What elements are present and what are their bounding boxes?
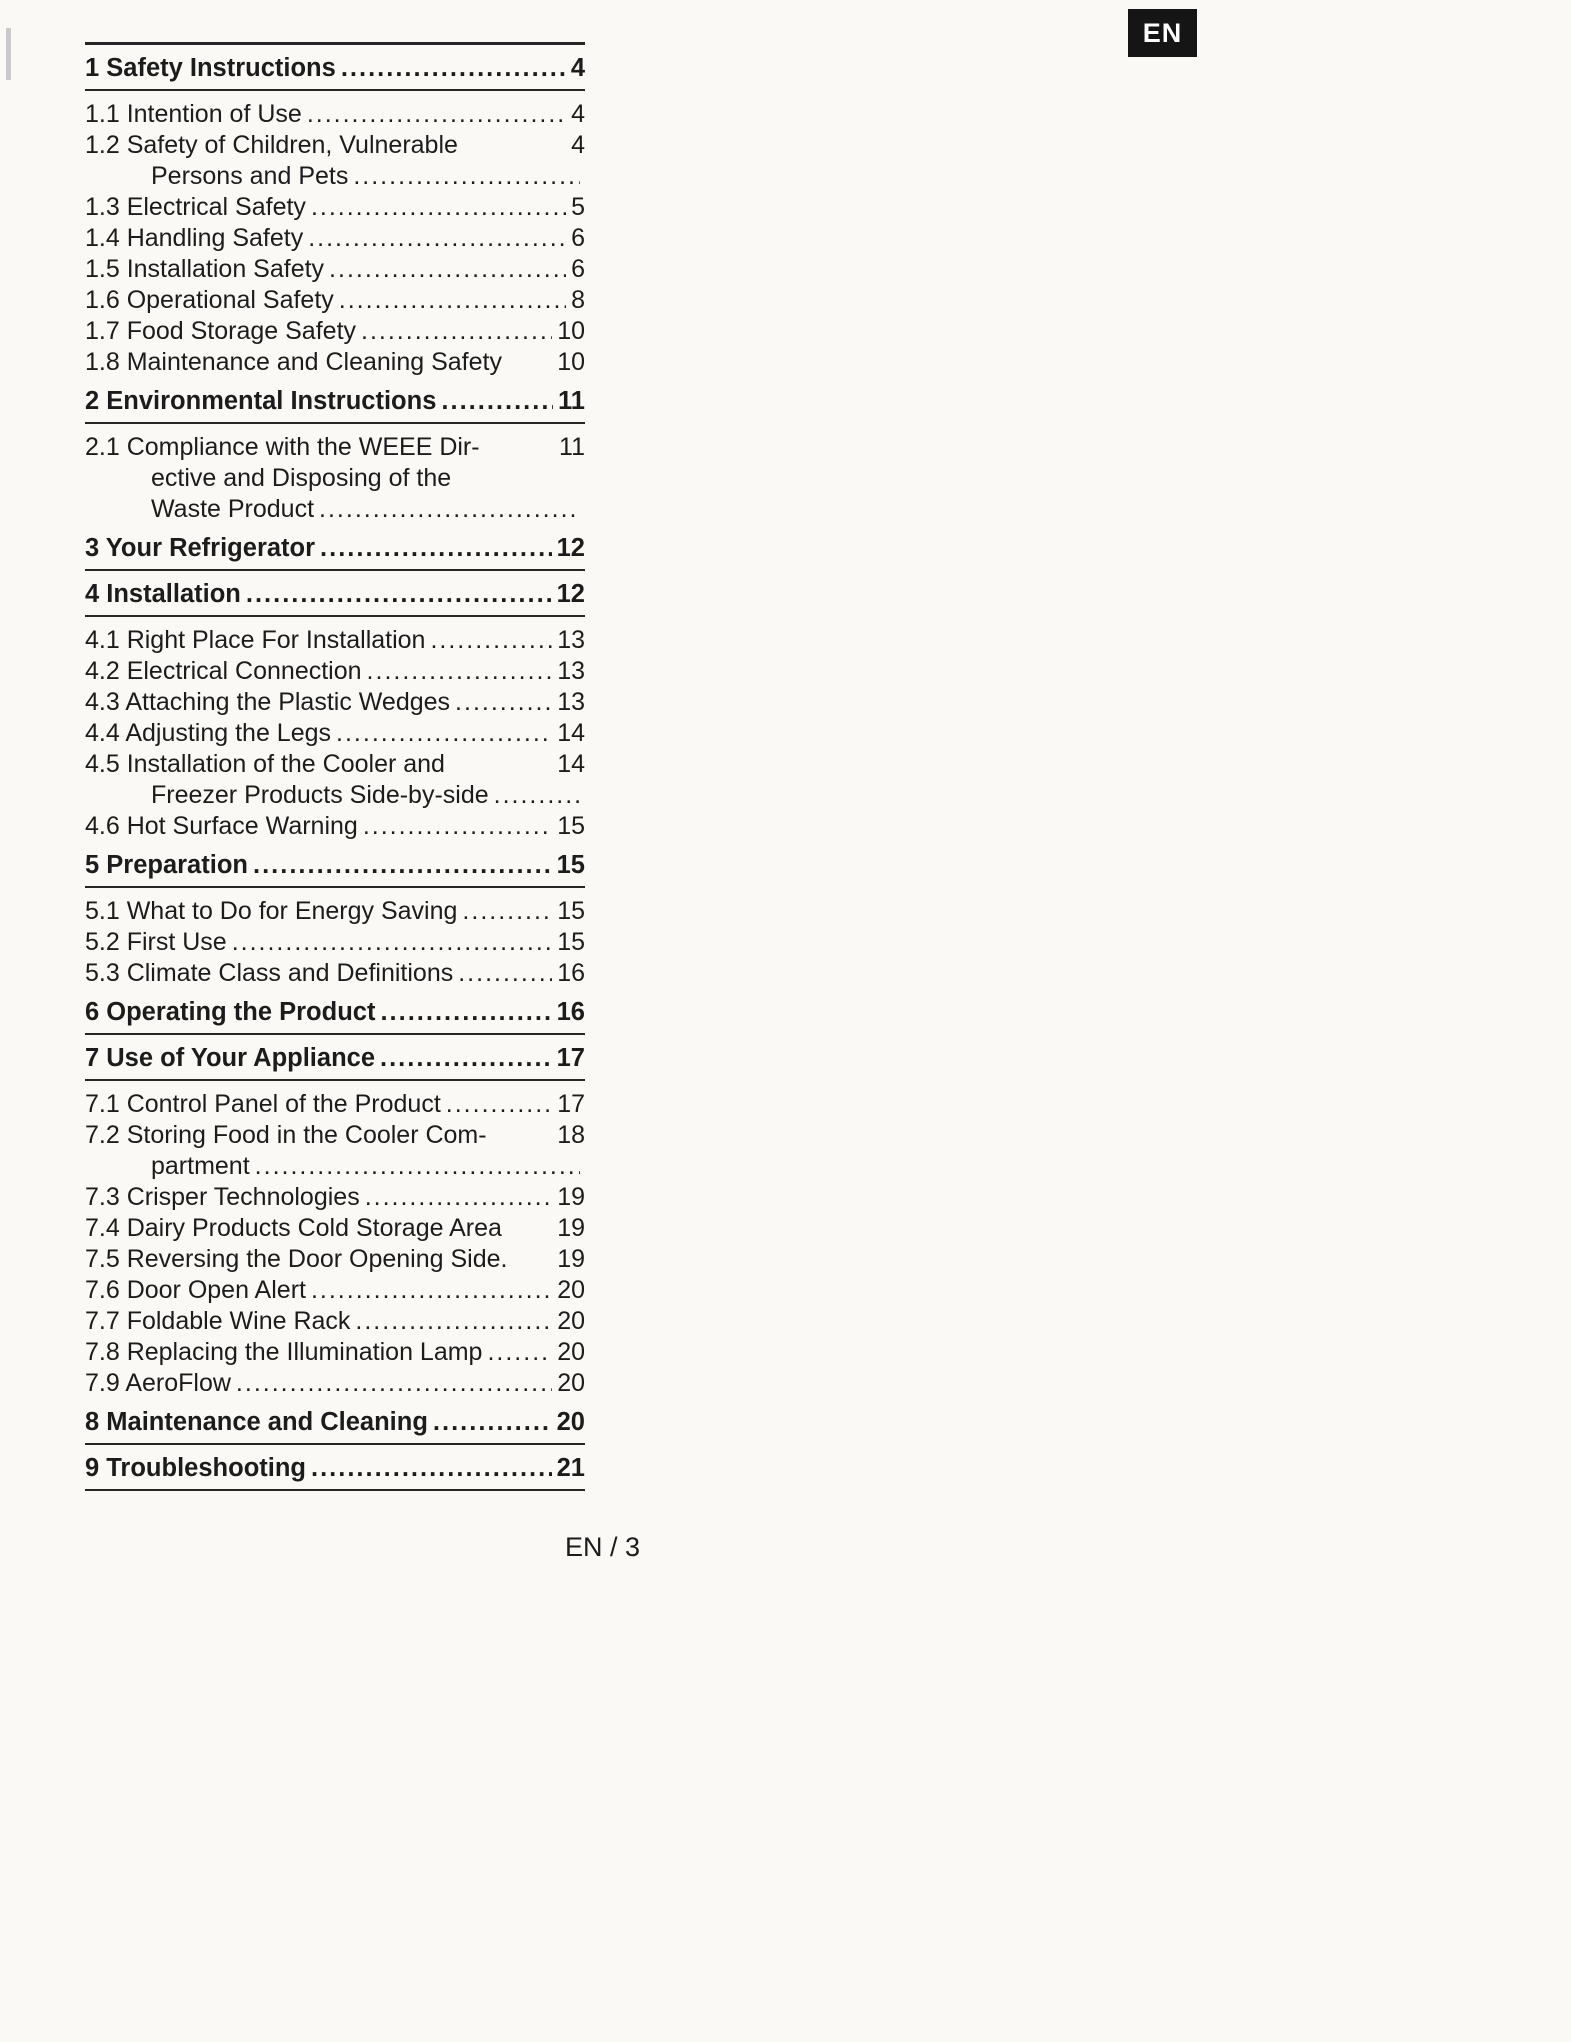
toc-section <box>85 1043 585 1399</box>
page-number: 13 <box>557 688 585 716</box>
toc-item-label: 1.1 Intention of Use <box>85 100 302 128</box>
toc-item <box>85 811 585 842</box>
dot-leader <box>458 958 552 989</box>
toc-item-label: 7.7 Foldable Wine Rack <box>85 1307 351 1335</box>
toc-section <box>85 997 585 1035</box>
toc-item-line <box>85 1337 585 1368</box>
dot-leader <box>255 1151 580 1182</box>
toc-section <box>85 533 585 571</box>
toc-item <box>85 99 585 130</box>
dot-leader <box>246 579 552 610</box>
page-number: 20 <box>557 1307 585 1335</box>
page-number: 10 <box>557 348 585 376</box>
dot-leader <box>430 625 552 656</box>
page-number: 14 <box>557 719 585 747</box>
toc-item-continuation: Freezer Products Side-by-side <box>151 781 489 809</box>
toc-item-continuation: partment <box>151 1152 250 1180</box>
toc-item-continuation: Waste Product <box>151 495 315 523</box>
dot-leader <box>380 997 551 1028</box>
page-number: 19 <box>557 1183 585 1211</box>
toc-item <box>85 254 585 285</box>
dot-leader <box>365 1182 552 1213</box>
toc-section-heading <box>85 1407 585 1443</box>
page-number: 21 <box>556 1454 585 1482</box>
language-badge: EN <box>1128 9 1197 57</box>
dot-leader <box>311 1453 552 1484</box>
page-number: 15 <box>557 897 585 925</box>
section-rule <box>85 615 585 617</box>
page-number: 16 <box>557 959 585 987</box>
toc-item-label: 1.5 Installation Safety <box>85 255 325 283</box>
toc-item-label: 5.3 Climate Class and Definitions <box>85 959 454 987</box>
toc-item-line <box>85 1244 585 1275</box>
toc-item <box>85 1089 585 1120</box>
toc-item-line <box>85 285 585 316</box>
dot-leader <box>339 285 566 316</box>
toc-section-heading <box>85 850 585 886</box>
toc-heading-label: 4 Installation <box>85 580 241 608</box>
toc-item <box>85 625 585 656</box>
toc-item <box>85 896 585 927</box>
toc-section <box>85 1407 585 1445</box>
toc-item-label: 2.1 Compliance with the WEEE Dir- <box>85 433 480 461</box>
toc-section-heading <box>85 386 585 422</box>
toc-item-line <box>85 811 585 842</box>
dot-leader <box>380 1043 552 1074</box>
dot-leader <box>367 656 553 687</box>
toc-section-heading <box>85 1043 585 1079</box>
dot-leader <box>462 896 552 927</box>
page-number: 13 <box>557 626 585 654</box>
toc-section <box>85 53 585 378</box>
toc-item-line <box>85 347 585 378</box>
toc-sections <box>85 53 585 1491</box>
toc-item <box>85 316 585 347</box>
dot-leader <box>320 533 552 564</box>
toc-item <box>85 1306 585 1337</box>
toc-section <box>85 386 585 525</box>
dot-leader <box>355 1306 552 1337</box>
page-number: 19 <box>557 1214 585 1242</box>
dot-leader <box>455 687 552 718</box>
page-number: 4 <box>571 131 585 159</box>
toc-item-line <box>85 254 585 285</box>
toc-item-line <box>85 656 585 687</box>
toc-section-heading <box>85 997 585 1033</box>
dot-leader <box>494 780 580 811</box>
toc-item-line <box>85 223 585 254</box>
dot-leader <box>361 316 552 347</box>
toc-item-line <box>85 463 585 494</box>
toc-item <box>85 192 585 223</box>
toc-item-line <box>85 749 585 780</box>
toc-item <box>85 927 585 958</box>
toc-item-line <box>85 718 585 749</box>
toc-item-label: 1.2 Safety of Children, Vulnerable <box>85 131 458 159</box>
page-number: 13 <box>557 657 585 685</box>
toc-item-label: 4.2 Electrical Connection <box>85 657 362 685</box>
toc-item-label: 7.3 Crisper Technologies <box>85 1183 360 1211</box>
toc-item <box>85 656 585 687</box>
toc-section-heading <box>85 579 585 615</box>
toc-item-label: 4.3 Attaching the Plastic Wedges <box>85 688 451 716</box>
toc-item-continuation: ective and Disposing of the <box>151 464 452 492</box>
toc-item-line <box>85 896 585 927</box>
page-number: 6 <box>571 255 585 283</box>
toc-heading-label: 5 Preparation <box>85 851 248 879</box>
dot-leader <box>232 927 552 958</box>
toc-item <box>85 285 585 316</box>
page-number: 11 <box>559 433 585 461</box>
section-rule <box>85 422 585 424</box>
toc-item-line <box>85 1306 585 1337</box>
toc-item <box>85 1275 585 1306</box>
page-number: 20 <box>557 1338 585 1366</box>
toc-item <box>85 130 585 192</box>
toc-item <box>85 1120 585 1182</box>
toc-heading-label: 8 Maintenance and Cleaning <box>85 1408 428 1436</box>
toc-heading-label: 9 Troubleshooting <box>85 1454 306 1482</box>
section-rule <box>85 1033 585 1035</box>
toc-item-label: 1.3 Electrical Safety <box>85 193 306 221</box>
dot-leader <box>341 53 566 84</box>
section-rule <box>85 1079 585 1081</box>
toc-item-label: 5.1 What to Do for Energy Saving <box>85 897 458 925</box>
dot-leader <box>311 1275 552 1306</box>
toc-item-line <box>85 1368 585 1399</box>
dot-leader <box>363 811 552 842</box>
toc-item-label: 4.4 Adjusting the Legs <box>85 719 332 747</box>
page-number: 20 <box>557 1276 585 1304</box>
toc-item-line <box>85 625 585 656</box>
page-number: 17 <box>557 1090 585 1118</box>
toc-item-label: 7.4 Dairy Products Cold Storage Area <box>85 1214 502 1242</box>
toc-item-line <box>85 958 585 989</box>
toc-item-line <box>85 1182 585 1213</box>
page-number: 15 <box>557 812 585 840</box>
page-number: 5 <box>571 193 585 221</box>
toc-item-line <box>85 1151 585 1182</box>
toc-item <box>85 1337 585 1368</box>
toc-item-line <box>85 780 585 811</box>
toc-section <box>85 579 585 842</box>
toc-item <box>85 1182 585 1213</box>
page-number: 12 <box>556 534 585 562</box>
toc-item-line <box>85 192 585 223</box>
page-number: 12 <box>556 580 585 608</box>
toc-item-label: 7.9 AeroFlow <box>85 1369 231 1397</box>
toc-item-label: 4.1 Right Place For Installation <box>85 626 426 654</box>
dot-leader <box>253 850 552 881</box>
toc-item <box>85 1244 585 1275</box>
toc-section-heading <box>85 533 585 569</box>
toc-item-continuation: Persons and Pets <box>151 162 349 190</box>
dot-leader <box>319 494 580 525</box>
toc-heading-label: 1 Safety Instructions <box>85 54 336 82</box>
toc-item-label: 1.8 Maintenance and Cleaning Safety <box>85 348 502 376</box>
section-rule <box>85 1443 585 1445</box>
toc-item-label: 4.6 Hot Surface Warning <box>85 812 358 840</box>
dot-leader <box>307 99 566 130</box>
toc-item <box>85 347 585 378</box>
toc-heading-label: 7 Use of Your Appliance <box>85 1044 376 1072</box>
section-rule <box>85 89 585 91</box>
toc-item <box>85 958 585 989</box>
section-rule <box>85 1489 585 1491</box>
page-number: 20 <box>556 1408 585 1436</box>
dot-leader <box>446 1089 552 1120</box>
toc-item-label: 1.4 Handling Safety <box>85 224 304 252</box>
dot-leader <box>487 1337 552 1368</box>
top-rule <box>85 42 585 45</box>
toc-item-label: 4.5 Installation of the Cooler and <box>85 750 445 778</box>
toc-item <box>85 1213 585 1244</box>
toc-item <box>85 718 585 749</box>
toc-item <box>85 687 585 718</box>
scan-artifact <box>6 28 11 80</box>
toc-section-heading <box>85 53 585 89</box>
dot-leader <box>329 254 566 285</box>
toc-heading-label: 6 Operating the Product <box>85 998 376 1026</box>
toc-item-line <box>85 316 585 347</box>
page-number: 6 <box>571 224 585 252</box>
toc-item-line <box>85 1213 585 1244</box>
table-of-contents <box>85 42 585 1499</box>
page-number: 4 <box>571 100 585 128</box>
dot-leader <box>311 192 566 223</box>
toc-item <box>85 749 585 811</box>
toc-item-label: 1.6 Operational Safety <box>85 286 334 314</box>
dot-leader <box>308 223 566 254</box>
toc-item-line <box>85 130 585 161</box>
toc-item-line <box>85 161 585 192</box>
page-number: 8 <box>571 286 585 314</box>
page-number: 11 <box>558 387 585 415</box>
dot-leader <box>433 1407 552 1438</box>
page-number: 4 <box>570 54 585 82</box>
toc-item-line <box>85 1275 585 1306</box>
toc-item-line <box>85 927 585 958</box>
section-rule <box>85 569 585 571</box>
toc-item-line <box>85 1089 585 1120</box>
toc-item-label: 7.2 Storing Food in the Cooler Com- <box>85 1121 487 1149</box>
toc-item <box>85 223 585 254</box>
toc-item-label: 7.6 Door Open Alert <box>85 1276 306 1304</box>
toc-section-heading <box>85 1453 585 1489</box>
toc-section <box>85 850 585 989</box>
toc-item-label: 5.2 First Use <box>85 928 227 956</box>
page-footer: EN / 3 <box>564 1532 641 1562</box>
page-number: 14 <box>557 750 585 778</box>
toc-heading-label: 2 Environmental Instructions <box>85 387 437 415</box>
toc-item-label: 7.1 Control Panel of the Product <box>85 1090 441 1118</box>
page-number: 19 <box>557 1245 585 1273</box>
toc-item-line <box>85 1120 585 1151</box>
toc-item-line <box>85 494 585 525</box>
toc-item-label: 7.5 Reversing the Door Opening Side. <box>85 1245 508 1273</box>
toc-item-line <box>85 432 585 463</box>
page-number: 15 <box>556 851 585 879</box>
page-number: 10 <box>557 317 585 345</box>
toc-item-label: 1.7 Food Storage Safety <box>85 317 357 345</box>
dot-leader <box>236 1368 552 1399</box>
page-number: 16 <box>556 998 585 1026</box>
page-number: 15 <box>557 928 585 956</box>
page-number: 18 <box>557 1121 585 1149</box>
toc-item-label: 7.8 Replacing the Illumination Lamp <box>85 1338 483 1366</box>
page-number: 17 <box>556 1044 585 1072</box>
dot-leader <box>353 161 580 192</box>
toc-section <box>85 1453 585 1491</box>
toc-item <box>85 432 585 525</box>
section-rule <box>85 886 585 888</box>
dot-leader <box>336 718 552 749</box>
dot-leader <box>441 386 553 417</box>
toc-item-line <box>85 99 585 130</box>
toc-heading-label: 3 Your Refrigerator <box>85 534 316 562</box>
toc-item-line <box>85 687 585 718</box>
page-number: 20 <box>557 1369 585 1397</box>
toc-item <box>85 1368 585 1399</box>
